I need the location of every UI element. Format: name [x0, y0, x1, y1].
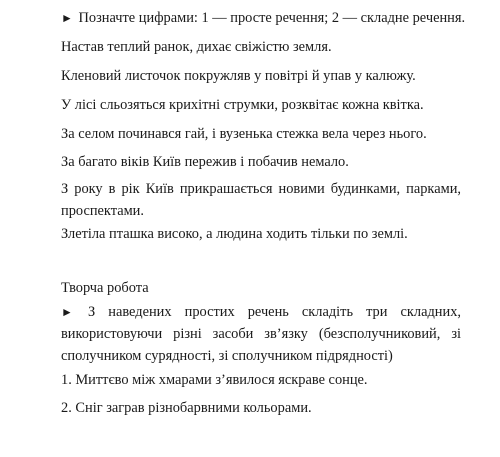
sentence-1: Настав теплий ранок, дихає свіжістю земля.: [61, 39, 332, 55]
sentence-7: Злетіла пташка високо, а людина ходить тільки по землі.: [61, 226, 408, 242]
creative-instruction-text: З наведених простих речень складіть три складних, використовуючи різні засоби зв’язку (безсполучниковий, зі сполучником сурядності, зі сполучником підрядності): [61, 304, 461, 364]
creative-sentence-1: 1. Миттєво між хмарами з’явилося яскраве сонце.: [61, 372, 368, 388]
arrow-marker-icon: ►: [61, 305, 73, 319]
sentence-6: З року в рік Київ прикрашається новими будинками, парками, проспектами.: [61, 181, 461, 219]
creative-instruction: [61, 301, 461, 367]
sentence-5: За багато віків Київ пережив і побачив немало.: [61, 154, 349, 170]
task1-instruction-text: Позначте цифрами: 1 — просте речення; 2 — складне речення.: [78, 10, 466, 26]
creative-heading: Творча робота: [61, 280, 149, 296]
sentence-3: У лісі сльозяться крихітні струмки, розквітає кожна квітка.: [61, 97, 424, 113]
creative-sentence-2: 2. Сніг заграв різнобарвними кольорами.: [61, 400, 312, 416]
sentence-4: За селом починався гай, і вузенька стежка вела через нього.: [61, 126, 427, 142]
task1-instruction: [61, 9, 465, 27]
arrow-marker-icon: ►: [61, 11, 73, 25]
sentence-2: Кленовий листочок покружляв у повітрі й упав у калюжу.: [61, 68, 416, 84]
